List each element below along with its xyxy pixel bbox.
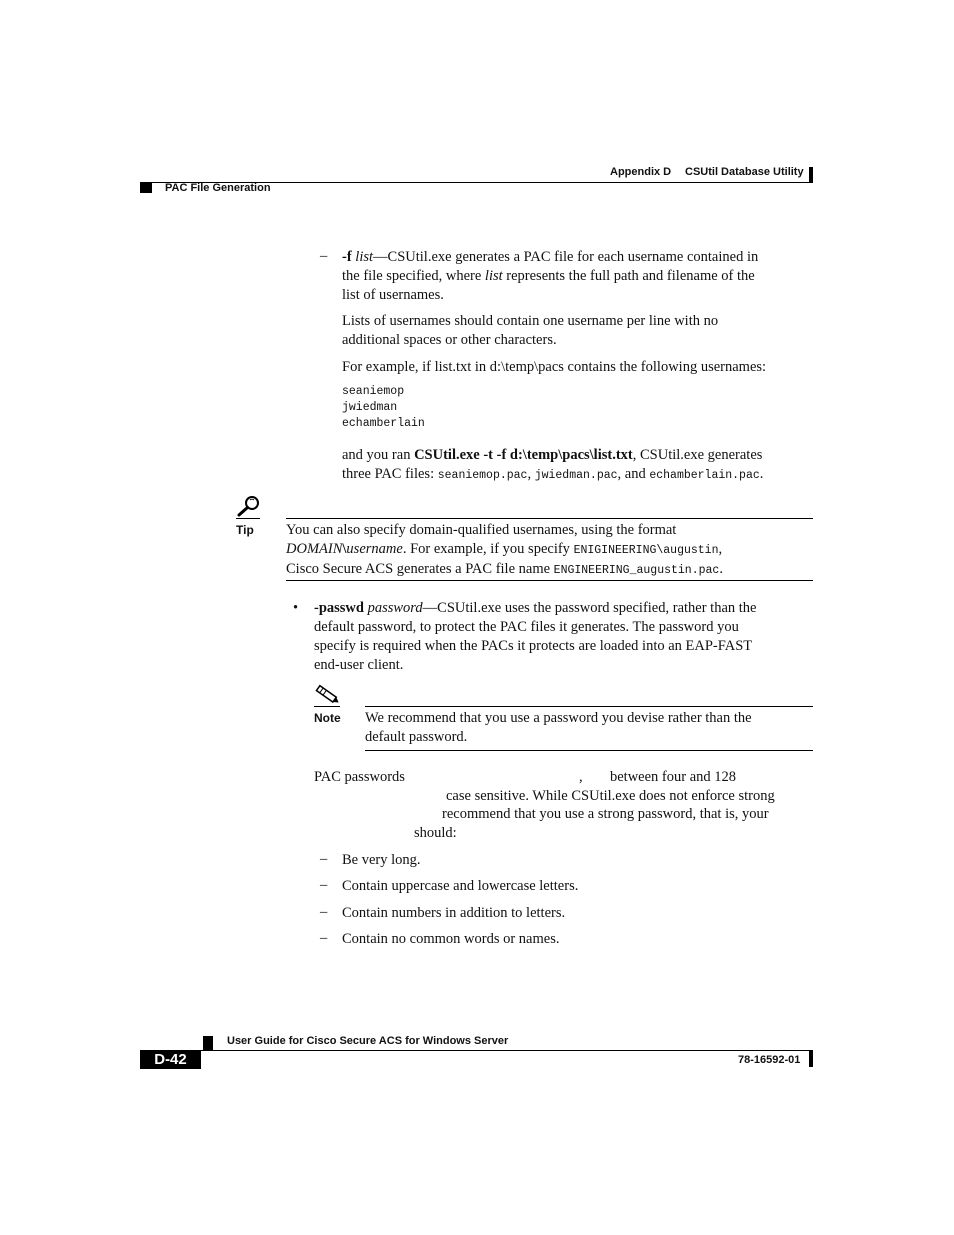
header-square-mark — [140, 182, 152, 193]
option-flag: -f — [342, 249, 352, 265]
footer-doc-number: 78-16592-01 — [738, 1054, 801, 1066]
ran-paragraph: and you ran CSUtil.exe -t -f d:\temp\pacs\list.txt, CSUtil.exe generates three PAC files: seaniemop.pac, jwiedman.pac, and echamberlain.pac. — [342, 447, 764, 482]
code-line: echamberlain — [342, 417, 425, 430]
username-code-block — [342, 384, 425, 432]
option-flag: -passwd — [314, 600, 364, 616]
note-top-rule — [365, 706, 813, 707]
footer-bar-mark — [809, 1051, 813, 1067]
header-bar-mark — [809, 167, 813, 183]
header-chapter: CSUtil Database Utility — [685, 166, 804, 178]
tip-icon-rule — [236, 518, 260, 519]
code-line: seaniemop — [342, 385, 405, 398]
magnifier-icon — [236, 495, 262, 517]
note-text: We recommend that you use a password you devise rather than the default password. — [365, 710, 752, 745]
note-label: Note — [314, 711, 341, 725]
footer-guide-title: User Guide for Cisco Secure ACS for Windows Server — [227, 1035, 509, 1047]
header-section: PAC File Generation — [165, 182, 271, 194]
example-paragraph: For example, if list.txt in d:\temp\pacs contains the following usernames: — [342, 359, 767, 375]
code-line: jwiedman — [342, 401, 398, 414]
note-icon-rule — [314, 706, 340, 707]
lists-paragraph: Lists of usernames should contain one username per line with no additional spaces or other characters. — [342, 313, 719, 348]
bullet-marker: • — [293, 600, 299, 616]
tip-top-rule — [286, 518, 813, 519]
option-arg: list — [355, 249, 374, 265]
footer-square-mark — [203, 1036, 213, 1050]
dash-marker: – — [320, 248, 328, 264]
note-bottom-rule — [365, 750, 813, 751]
command-text: CSUtil.exe -t -f d:\temp\pacs\list.txt — [414, 447, 633, 463]
header-appendix: Appendix D — [610, 166, 672, 178]
tip-label: Tip — [236, 523, 254, 537]
option-arg: password — [367, 600, 423, 616]
tip-text: You can also specify domain-qualified usernames, using the format DOMAIN\username. For example, if you specify ENIGINEERING\augustin, Cisco Secure ACS generates a PAC file name ENGINEERING_augustin.pac. — [286, 522, 723, 577]
pencil-note-icon — [314, 684, 342, 706]
tip-bottom-rule — [286, 580, 813, 581]
page-number-badge: D-42 — [140, 1051, 201, 1069]
footer-rule — [140, 1050, 813, 1051]
